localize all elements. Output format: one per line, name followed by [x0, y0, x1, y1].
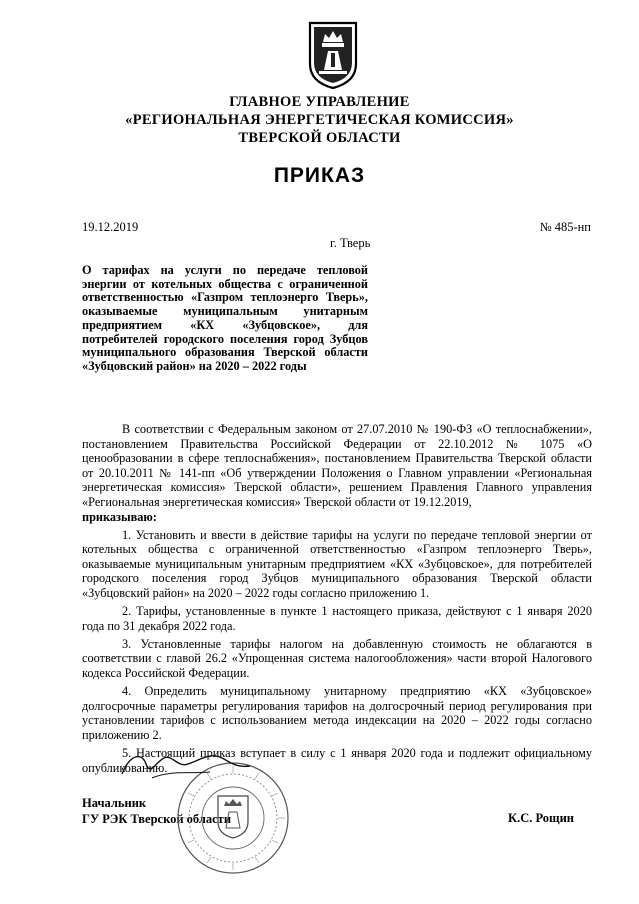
tver-coat-of-arms-icon — [307, 20, 359, 90]
org-name-line-1: ГЛАВНОЕ УПРАВЛЕНИЕ — [229, 94, 410, 110]
document-date: 19.12.2019 — [82, 220, 139, 234]
document-city: г. Тверь — [330, 236, 371, 250]
decree-word: приказываю: — [82, 509, 157, 524]
handwritten-signature-icon — [60, 744, 260, 794]
order-item-1: 1. Установить и ввести в действие тарифы на услуги по передаче тепловой энергии от котельных общества с ограниченной ответственностью «Газпром теплоэнерго Тверь», оказываемые муниципальным унитарным предприятием «КХ «Зубцовское», для потребителей городского поселения город Зубцов муниципального образования Тверской области «Зубцовский район» на 2020 – 2022 годы согласно приложению 1. — [82, 527, 592, 601]
order-item-3: 3. Установленные тарифы налогом на добавленную стоимость не облагаются в соответствии с главой 26.2 «Упрощенная система налогообложения» части второй Налогового кодекса Российской Федерации. — [82, 636, 592, 680]
signatory-name: К.С. Рощин — [508, 811, 574, 825]
signatory-title-line-2: ГУ РЭК Тверской области — [82, 812, 232, 826]
order-item-2: 2. Тарифы, установленные в пункте 1 настоящего приказа, действуют с 1 января 2020 года по 31 декабря 2022 года. — [82, 604, 592, 633]
org-name-line-2: «РЕГИОНАЛЬНАЯ ЭНЕРГЕТИЧЕСКАЯ КОМИССИЯ» — [125, 112, 514, 128]
signatory-title-line-1: Начальник — [82, 796, 147, 810]
document-number: № 485-нп — [539, 220, 591, 234]
order-item-5: 5. Настоящий приказ вступает в силу с 1 января 2020 года и подлежит официальному опубликованию. — [82, 745, 592, 775]
document-body — [82, 422, 592, 775]
order-item-4: 4. Определить муниципальному унитарному предприятию «КХ «Зубцовское» долгосрочные параметры регулирования тарифов на долгосрочный период регулирования при установлении тарифов с использованием метода индексации на 2020 – 2022 годы согласно приложению 2. — [82, 684, 592, 742]
document-subject: О тарифах на услуги по передаче тепловой энергии от котельных общества с ограниченной ответственностью «Газпром теплоэнерго Тверь», оказываемые муниципальным унитарным предприятием «КХ «Зубцовское», для потребителей городского поселения город Зубцов муниципального образования Тверской области «Зубцовский район» на 2020 – 2022 годы — [82, 263, 368, 373]
org-name-line-3: ТВЕРСКОЙ ОБЛАСТИ — [238, 130, 401, 146]
document-type-title: ПРИКАЗ — [273, 164, 366, 187]
preamble-paragraph: В соответствии с Федеральным законом от 27.07.2010 № 190-ФЗ «О теплоснабжении», постановлением Правительства Российской Федерации от 22.10.2012 № 1075 «О ценообразовании в сфере теплоснабжения», постановлением Правительства Тверской области от 20.10.2011 № 141-пп «Об утверждении Положения о Главном управлении «Региональная энергетическая комиссия» Тверской области», решением Правления Главного управления «Региональная энергетическая комиссия» Тверской области от 19.12.2019, — [82, 422, 592, 509]
